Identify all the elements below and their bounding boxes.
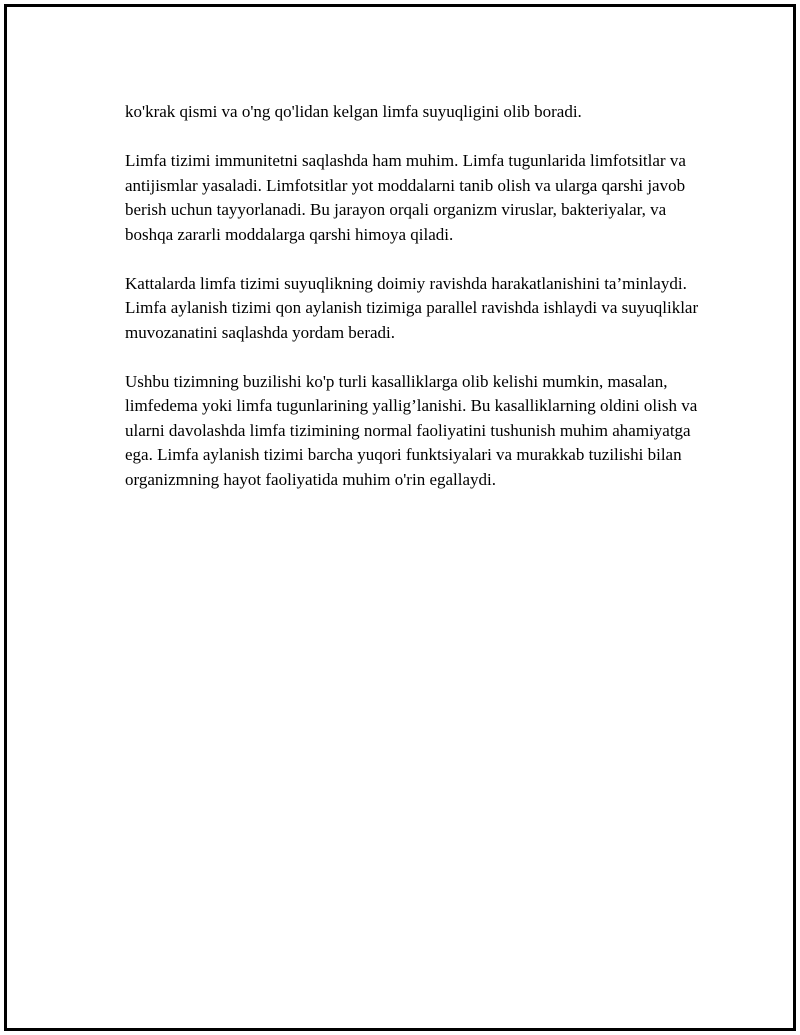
page-frame bbox=[4, 4, 796, 1031]
document-body bbox=[125, 100, 705, 517]
paragraph-4: Ushbu tizimning buzilishi ko'p turli kasalliklarga olib kelishi mumkin, masalan, limfedema yoki limfa tugunlarining yallig’lanishi. Bu kasalliklarning oldini olish va ularni davolashda limfa tizimining normal faoliyatini tushunish muhim ahamiyatga ega. Limfa aylanish tizimi barcha yuqori funktsiyalari va murakkab tuzilishi bilan organizmning hayot faoliyatida muhim o'rin egallaydi. bbox=[125, 371, 698, 489]
paragraph-2: Limfa tizimi immunitetni saqlashda ham muhim. Limfa tugunlarida limfotsitlar va antijismlar yasaladi. Limfotsitlar yot moddalarni tanib olish va ularga qarshi javob berish uchun tayyorlanadi. Bu jarayon orqali organizm viruslar, bakteriyalar, va boshqa zararli moddalarga qarshi himoya qiladi. bbox=[125, 151, 686, 244]
paragraph-1: ko'krak qismi va o'ng qo'lidan kelgan limfa suyuqligini olib boradi. bbox=[125, 102, 582, 121]
paragraph-3: Kattalarda limfa tizimi suyuqlikning doimiy ravishda harakatlanishini ta’minlaydi. Limfa aylanish tizimi qon aylanish tizimiga parallel ravishda ishlaydi va suyuqliklar muvozanatini saqlashda yordam beradi. bbox=[125, 273, 699, 342]
